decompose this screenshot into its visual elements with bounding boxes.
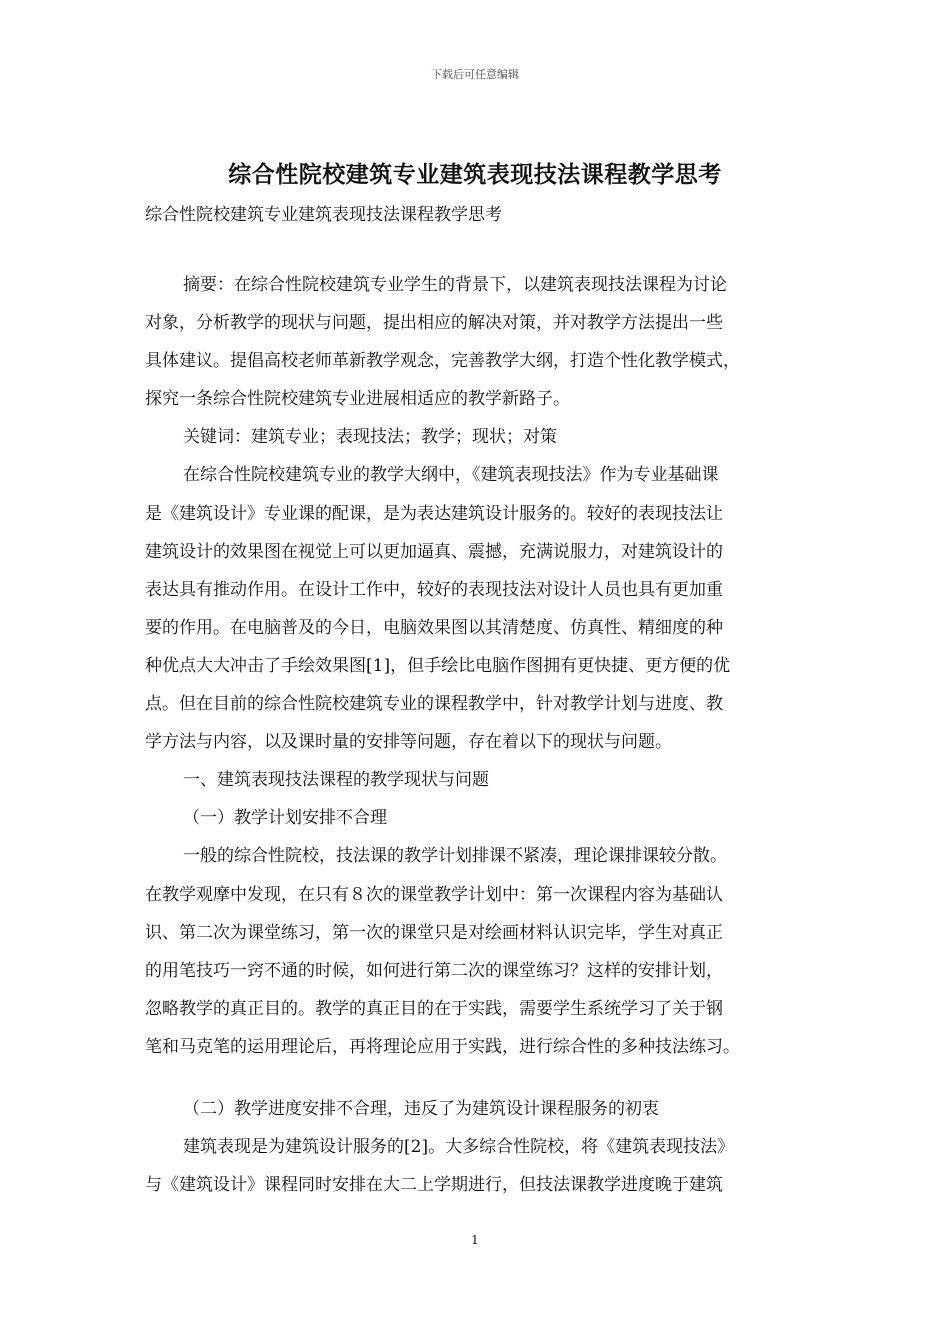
paragraph-line: 与《建筑设计》课程同时安排在大二上学期进行，但技法课教学进度晚于建筑 — [145, 1175, 723, 1196]
paragraph-line: 建筑表现是为建筑设计服务的[2]。大多综合性院校，将《建筑表现技法》 — [183, 1137, 735, 1158]
page-number: 1 — [471, 1233, 479, 1247]
paragraph-line: 表达具有推动作用。在设计工作中，较好的表现技法对设计人员也具有更加重 — [145, 579, 723, 600]
document-body — [145, 266, 819, 1204]
paragraph-line: 点。但在目前的综合性院校建筑专业的课程教学中，针对教学计划与进度、教 — [145, 694, 723, 715]
subsection-heading: （二）教学进度安排不合理，违反了为建筑设计课程服务的初衷 — [183, 1098, 659, 1119]
page-header-note: 下载后可任意编辑 — [431, 68, 519, 81]
document-subtitle: 综合性院校建筑专业建筑表现技法课程教学思考 — [145, 205, 502, 225]
paragraph-line: 建筑设计的效果图在视觉上可以更加逼真、震撼，充满说服力，对建筑设计的 — [145, 541, 723, 562]
keywords-line: 关键词：建筑专业；表现技法；教学；现状；对策 — [183, 427, 557, 448]
abstract-line: 具体建议。提倡高校老师革新教学观念，完善教学大纲，打造个性化教学模式， — [145, 351, 740, 372]
paragraph-line: 忽略教学的真正目的。教学的真正目的在于实践，需要学生系统学习了关于钢 — [145, 998, 723, 1019]
paragraph-line: 的用笔技巧一窍不通的时候，如何进行第二次的课堂练习？这样的安排计划， — [145, 960, 723, 981]
paragraph-line: 学方法与内容，以及课时量的安排等问题，存在着以下的现状与问题。 — [145, 732, 672, 753]
abstract-line: 探究一条综合性院校建筑专业进展相适应的教学新路子。 — [145, 389, 570, 410]
document-title: 综合性院校建筑专业建筑表现技法课程教学思考 — [228, 161, 722, 188]
paragraph-line: 笔和马克笔的运用理论后，再将理论应用于实践，进行综合性的多种技法练习。 — [145, 1036, 740, 1057]
paragraph-line: 要的作用。在电脑普及的今日，电脑效果图以其清楚度、仿真性、精细度的种 — [145, 617, 723, 638]
paragraph-line: 一般的综合性院校，技法课的教学计划排课不紧凑，理论课排课较分散。 — [183, 846, 727, 867]
paragraph-gap — [145, 1066, 819, 1090]
paragraph-line: 种优点大大冲击了手绘效果图[1]，但手绘比电脑作图拥有更快捷、更方便的优 — [145, 655, 731, 676]
section-heading: 一、建筑表现技法课程的教学现状与问题 — [183, 770, 489, 791]
paragraph-line: 在综合性院校建筑专业的教学大纲中，《建筑表现技法》作为专业基础课 — [183, 465, 719, 486]
abstract-line: 对象，分析教学的现状与问题，提出相应的解决对策，并对教学方法提出一些 — [145, 313, 723, 334]
abstract-line: 摘要：在综合性院校建筑专业学生的背景下，以建筑表现技法课程为讨论 — [183, 275, 727, 295]
paragraph-line: 是《建筑设计》专业课的配课，是为表达建筑设计服务的。较好的表现技法让 — [145, 503, 723, 524]
paragraph-line: 识、第二次为课堂练习，第一次的课堂只是对绘画材料认识完毕，学生对真正 — [145, 922, 723, 943]
subsection-heading: （一）教学计划安排不合理 — [183, 808, 387, 829]
paragraph-line: 在教学观摩中发现，在只有８次的课堂教学计划中：第一次课程内容为基础认 — [145, 884, 723, 905]
